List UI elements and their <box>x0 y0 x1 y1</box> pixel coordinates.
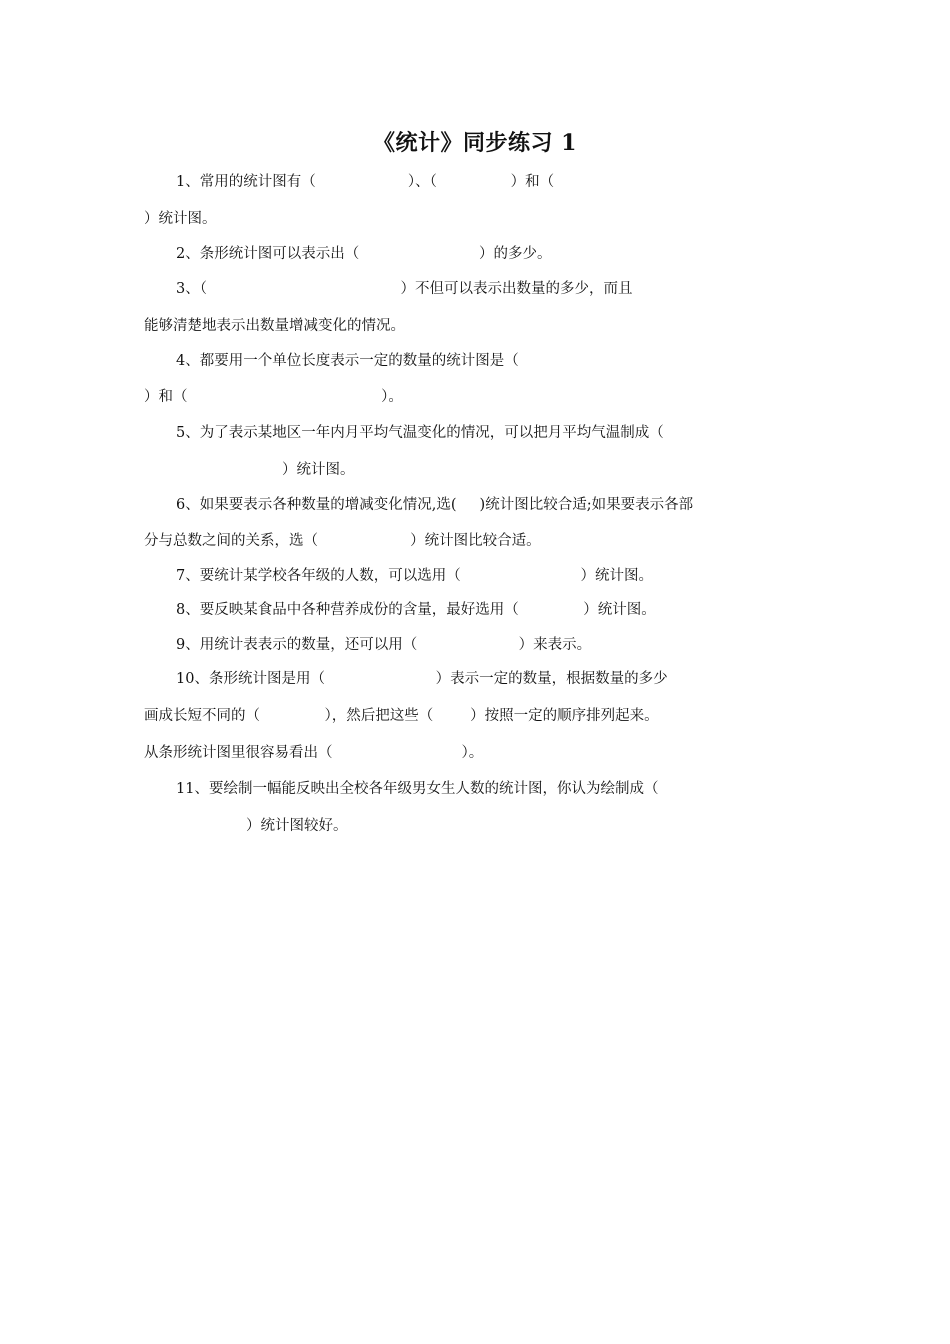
question-9: 9、用统计表表示的数量，还可以用（ ）来表示。 <box>176 637 592 653</box>
question-10-line-2: 画成长短不同的（ ），然后把这些（ ）按照一定的顺序排列起来。 <box>144 708 659 724</box>
question-6-line-1: 6、如果要表示各种数量的增减变化情况,选( )统计图比较合适;如果要表示各部 <box>176 497 694 513</box>
page-title: 《统计》同步练习 1 <box>373 130 577 156</box>
question-4-line-1: 4、都要用一个单位长度表示一定的数量的统计图是（ <box>176 353 519 369</box>
question-11-line-2: ）统计图较好。 <box>246 818 348 834</box>
question-11-line-1: 11、要绘制一幅能反映出全校各年级男女生人数的统计图，你认为绘制成（ <box>176 781 659 797</box>
question-8: 8、要反映某食品中各种营养成份的含量，最好选用（ ）统计图。 <box>176 602 656 618</box>
question-1-line-1: 1、常用的统计图有（ ）、（ ）和（ <box>176 174 555 190</box>
question-3-line-1: 3、（ ）不但可以表示出数量的多少，而且 <box>176 281 633 297</box>
question-6-line-2: 分与总数之间的关系，选（ ）统计图比较合适。 <box>144 533 541 549</box>
question-10-line-1: 10、条形统计图是用（ ）表示一定的数量，根据数量的多少 <box>176 671 668 687</box>
question-5-line-1: 5、为了表示某地区一年内月平均气温变化的情况，可以把月平均气温制成（ <box>176 425 664 441</box>
question-2: 2、条形统计图可以表示出（ ）的多少。 <box>176 246 552 262</box>
question-3-line-2: 能够清楚地表示出数量增减变化的情况。 <box>144 318 405 334</box>
question-1-line-2: ）统计图。 <box>144 211 217 227</box>
question-5-line-2: ）统计图。 <box>282 462 355 478</box>
question-4-line-2: ）和（ ）。 <box>144 389 403 405</box>
question-7: 7、要统计某学校各年级的人数，可以选用（ ）统计图。 <box>176 568 654 584</box>
question-10-line-3: 从条形统计图里很容易看出（ ）。 <box>144 745 484 761</box>
